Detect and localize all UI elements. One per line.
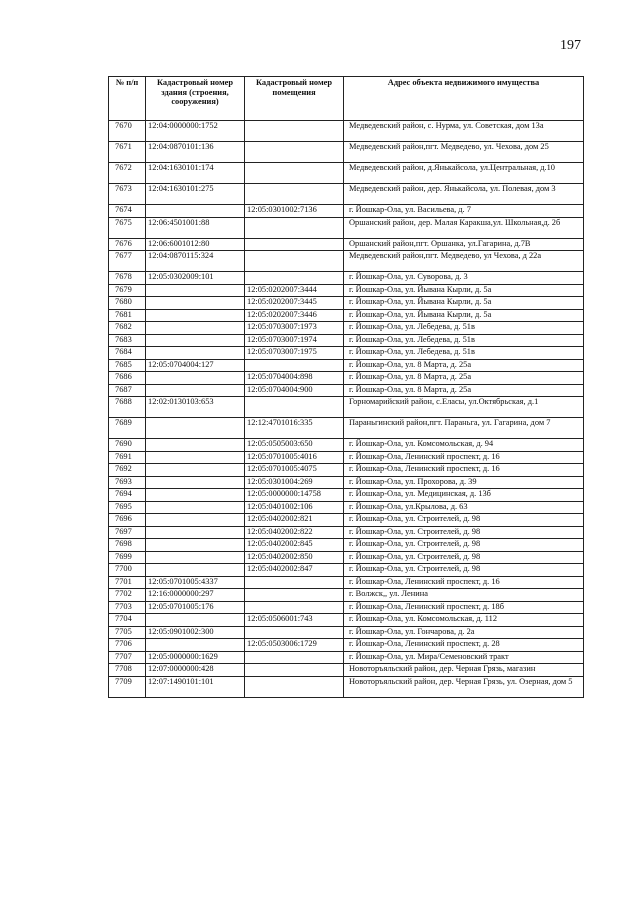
table-row	[109, 297, 584, 310]
address-cell: г. Йошкар-Ола, Ленинский проспект, д. 18б	[344, 601, 584, 614]
row-number-cell: 7677	[109, 251, 146, 272]
address-cell: г. Йошкар-Ола, ул. Йывана Кырли, д. 5а	[344, 297, 584, 310]
address-cell: г. Йошкар-Ола, ул. Прохорова, д. 39	[344, 476, 584, 489]
table-row	[109, 347, 584, 360]
table-row	[109, 639, 584, 652]
table-row	[109, 205, 584, 218]
row-number-cell: 7706	[109, 639, 146, 652]
table-row	[109, 322, 584, 335]
address-cell: Медведевский район, д.Янькайсола, ул.Центральная, д.10	[344, 163, 584, 184]
address-cell: г. Йошкар-Ола, Ленинский проспект, д. 16	[344, 576, 584, 589]
table-row	[109, 384, 584, 397]
table-row	[109, 163, 584, 184]
room-cadastral-cell	[245, 272, 344, 285]
table-row	[109, 142, 584, 163]
address-cell: г. Йошкар-Ола, ул. Медицинская, д. 13б	[344, 489, 584, 502]
room-cadastral-cell: 12:05:0704004:900	[245, 384, 344, 397]
table-row	[109, 334, 584, 347]
room-cadastral-cell: 12:05:0202007:3445	[245, 297, 344, 310]
building-cadastral-cell	[146, 464, 245, 477]
address-cell: г. Йошкар-Ола, ул. Лебедева, д. 51в	[344, 347, 584, 360]
table-row	[109, 526, 584, 539]
address-cell: г. Йошкар-Ола, Ленинский проспект, д. 28	[344, 639, 584, 652]
row-number-cell: 7675	[109, 217, 146, 238]
building-cadastral-cell: 12:02:0130103:653	[146, 397, 245, 418]
room-cadastral-cell	[245, 163, 344, 184]
room-cadastral-cell: 12:05:0202007:3444	[245, 284, 344, 297]
address-cell: Новоторъяльский район, дер. Черная Грязь, магазин	[344, 664, 584, 677]
building-cadastral-cell: 12:04:1630101:275	[146, 184, 245, 205]
address-cell: Параньгинский район,пгт. Параньга, ул. Гагарина, дом 7	[344, 418, 584, 439]
room-cadastral-cell	[245, 251, 344, 272]
address-cell: Оршанский район,пгт. Оршанка, ул.Гагарина, д.7В	[344, 238, 584, 251]
building-cadastral-cell	[146, 284, 245, 297]
building-cadastral-cell: 12:05:0302009:101	[146, 272, 245, 285]
row-number-cell: 7694	[109, 489, 146, 502]
row-number-cell: 7698	[109, 539, 146, 552]
room-cadastral-cell	[245, 651, 344, 664]
row-number-cell: 7697	[109, 526, 146, 539]
header-building-cadastral: Кадастровый номер здания (строения, сооружения)	[146, 77, 245, 121]
building-cadastral-cell	[146, 489, 245, 502]
building-cadastral-cell: 12:04:0870115:324	[146, 251, 245, 272]
property-table	[108, 76, 584, 698]
row-number-cell: 7679	[109, 284, 146, 297]
row-number-cell: 7709	[109, 676, 146, 697]
address-cell: г. Йошкар-Ола, ул. Строителей, д. 98	[344, 514, 584, 527]
room-cadastral-cell: 12:05:0402002:845	[245, 539, 344, 552]
room-cadastral-cell: 12:05:0703007:1974	[245, 334, 344, 347]
building-cadastral-cell: 12:04:1630101:174	[146, 163, 245, 184]
room-cadastral-cell	[245, 601, 344, 614]
building-cadastral-cell	[146, 205, 245, 218]
building-cadastral-cell	[146, 418, 245, 439]
address-cell: г. Йошкар-Ола, ул. Строителей, д. 98	[344, 564, 584, 577]
table-row	[109, 626, 584, 639]
row-number-cell: 7685	[109, 359, 146, 372]
building-cadastral-cell	[146, 309, 245, 322]
building-cadastral-cell: 12:06:4501001:88	[146, 217, 245, 238]
table-row	[109, 418, 584, 439]
building-cadastral-cell	[146, 476, 245, 489]
row-number-cell: 7684	[109, 347, 146, 360]
row-number-cell: 7703	[109, 601, 146, 614]
room-cadastral-cell: 12:05:0505003:650	[245, 439, 344, 452]
address-cell: Медведевский район, дер. Янькайсола, ул. Полевая, дом 3	[344, 184, 584, 205]
room-cadastral-cell	[245, 664, 344, 677]
row-number-cell: 7674	[109, 205, 146, 218]
row-number-cell: 7672	[109, 163, 146, 184]
address-cell: г. Йошкар-Ола, ул. Лебедева, д. 51в	[344, 322, 584, 335]
property-table-container	[108, 76, 583, 698]
row-number-cell: 7708	[109, 664, 146, 677]
row-number-cell: 7683	[109, 334, 146, 347]
table-row	[109, 464, 584, 477]
row-number-cell: 7687	[109, 384, 146, 397]
building-cadastral-cell: 12:05:0701005:4337	[146, 576, 245, 589]
building-cadastral-cell	[146, 639, 245, 652]
row-number-cell: 7673	[109, 184, 146, 205]
header-num: № п/п	[109, 77, 146, 121]
building-cadastral-cell: 12:05:0000000:1629	[146, 651, 245, 664]
room-cadastral-cell	[245, 142, 344, 163]
table-row	[109, 238, 584, 251]
address-cell: г. Йошкар-Ола, ул. Йывана Кырли, д. 5а	[344, 284, 584, 297]
address-cell: г. Йошкар-Ола, ул. Йывана Кырли, д. 5а	[344, 309, 584, 322]
building-cadastral-cell: 12:16:0000000:297	[146, 589, 245, 602]
table-row	[109, 272, 584, 285]
table-row	[109, 359, 584, 372]
row-number-cell: 7670	[109, 121, 146, 142]
address-cell: г. Йошкар-Ола, ул.Крылова, д. 63	[344, 501, 584, 514]
building-cadastral-cell	[146, 614, 245, 627]
room-cadastral-cell: 12:05:0503006:1729	[245, 639, 344, 652]
address-cell: Медведевский район, с. Нурма, ул. Советская, дом 13а	[344, 121, 584, 142]
address-cell: г. Йошкар-Ола, ул. Мира/Семеновский тракт	[344, 651, 584, 664]
table-row	[109, 539, 584, 552]
row-number-cell: 7688	[109, 397, 146, 418]
building-cadastral-cell	[146, 501, 245, 514]
room-cadastral-cell	[245, 184, 344, 205]
building-cadastral-cell	[146, 439, 245, 452]
address-cell: г. Йошкар-Ола, ул. Гончарова, д. 2а	[344, 626, 584, 639]
table-row	[109, 651, 584, 664]
address-cell: г. Йошкар-Ола, ул. Строителей, д. 98	[344, 526, 584, 539]
room-cadastral-cell: 12:12:4701016:335	[245, 418, 344, 439]
room-cadastral-cell: 12:05:0402002:821	[245, 514, 344, 527]
table-row	[109, 309, 584, 322]
page-number: 197	[560, 38, 581, 53]
table-row	[109, 614, 584, 627]
room-cadastral-cell	[245, 589, 344, 602]
room-cadastral-cell: 12:05:0701005:4016	[245, 451, 344, 464]
building-cadastral-cell: 12:05:0701005:176	[146, 601, 245, 614]
building-cadastral-cell	[146, 564, 245, 577]
table-row	[109, 501, 584, 514]
room-cadastral-cell: 12:05:0402002:847	[245, 564, 344, 577]
address-cell: г. Йошкар-Ола, ул. Строителей, д. 98	[344, 539, 584, 552]
room-cadastral-cell: 12:05:0703007:1973	[245, 322, 344, 335]
room-cadastral-cell	[245, 576, 344, 589]
address-cell: Новоторъяльский район, дер. Черная Грязь, ул. Озерная, дом 5	[344, 676, 584, 697]
building-cadastral-cell	[146, 539, 245, 552]
table-row	[109, 439, 584, 452]
address-cell: г. Йошкар-Ола, ул. Строителей, д. 98	[344, 551, 584, 564]
room-cadastral-cell	[245, 359, 344, 372]
table-row	[109, 589, 584, 602]
building-cadastral-cell: 12:07:0000000:428	[146, 664, 245, 677]
building-cadastral-cell	[146, 334, 245, 347]
address-cell: г. Йошкар-Ола, Ленинский проспект, д. 16	[344, 451, 584, 464]
header-room-cadastral: Кадастровый номер помещения	[245, 77, 344, 121]
building-cadastral-cell	[146, 384, 245, 397]
building-cadastral-cell	[146, 322, 245, 335]
table-row	[109, 284, 584, 297]
building-cadastral-cell	[146, 514, 245, 527]
address-cell: Медведевский район,пгт. Медведево, ул Чехова, д 22а	[344, 251, 584, 272]
room-cadastral-cell: 12:05:0202007:3446	[245, 309, 344, 322]
table-row	[109, 664, 584, 677]
row-number-cell: 7676	[109, 238, 146, 251]
row-number-cell: 7705	[109, 626, 146, 639]
table-row	[109, 372, 584, 385]
address-cell: г. Йошкар-Ола, ул. Комсомольская, д. 94	[344, 439, 584, 452]
row-number-cell: 7695	[109, 501, 146, 514]
row-number-cell: 7692	[109, 464, 146, 477]
address-cell: г. Йошкар-Ола, ул. 8 Марта, д. 25а	[344, 372, 584, 385]
address-cell: г. Йошкар-Ола, ул. Комсомольская, д. 112	[344, 614, 584, 627]
address-cell: г. Йошкар-Ола, Ленинский проспект, д. 16	[344, 464, 584, 477]
table-row	[109, 564, 584, 577]
building-cadastral-cell: 12:04:0870101:136	[146, 142, 245, 163]
room-cadastral-cell: 12:05:0704004:898	[245, 372, 344, 385]
address-cell: г. Волжск,, ул. Ленина	[344, 589, 584, 602]
row-number-cell: 7691	[109, 451, 146, 464]
room-cadastral-cell: 12:05:0701005:4075	[245, 464, 344, 477]
building-cadastral-cell: 12:04:0000000:1752	[146, 121, 245, 142]
address-cell: г. Йошкар-Ола, ул. 8 Марта, д. 25а	[344, 359, 584, 372]
address-cell: Оршанский район, дер. Малая Каракша,ул. Школьная,д. 2б	[344, 217, 584, 238]
row-number-cell: 7696	[109, 514, 146, 527]
address-cell: г. Йошкар-Ола, ул. Лебедева, д. 51в	[344, 334, 584, 347]
table-row	[109, 217, 584, 238]
table-row	[109, 251, 584, 272]
row-number-cell: 7693	[109, 476, 146, 489]
address-cell: г. Йошкар-Ола, ул. 8 Марта, д. 25а	[344, 384, 584, 397]
row-number-cell: 7681	[109, 309, 146, 322]
building-cadastral-cell	[146, 526, 245, 539]
row-number-cell: 7700	[109, 564, 146, 577]
table-row	[109, 676, 584, 697]
room-cadastral-cell: 12:05:0703007:1975	[245, 347, 344, 360]
room-cadastral-cell: 12:05:0000000:14758	[245, 489, 344, 502]
row-number-cell: 7689	[109, 418, 146, 439]
room-cadastral-cell	[245, 676, 344, 697]
room-cadastral-cell	[245, 238, 344, 251]
address-cell: г. Йошкар-Ола, ул. Суворова, д. 3	[344, 272, 584, 285]
building-cadastral-cell	[146, 372, 245, 385]
row-number-cell: 7702	[109, 589, 146, 602]
table-row	[109, 489, 584, 502]
room-cadastral-cell: 12:05:0402002:822	[245, 526, 344, 539]
address-cell: г. Йошкар-Ола, ул. Васильева, д. 7	[344, 205, 584, 218]
row-number-cell: 7671	[109, 142, 146, 163]
room-cadastral-cell: 12:05:0301002:7136	[245, 205, 344, 218]
building-cadastral-cell	[146, 297, 245, 310]
table-row	[109, 601, 584, 614]
building-cadastral-cell: 12:06:6001012:80	[146, 238, 245, 251]
address-cell: Медведевский район,пгт. Медведево, ул. Чехова, дом 25	[344, 142, 584, 163]
table-row	[109, 514, 584, 527]
row-number-cell: 7690	[109, 439, 146, 452]
row-number-cell: 7680	[109, 297, 146, 310]
table-row	[109, 451, 584, 464]
row-number-cell: 7682	[109, 322, 146, 335]
room-cadastral-cell: 12:05:0301004:269	[245, 476, 344, 489]
table-row	[109, 184, 584, 205]
building-cadastral-cell	[146, 551, 245, 564]
room-cadastral-cell	[245, 626, 344, 639]
room-cadastral-cell: 12:05:0402002:850	[245, 551, 344, 564]
room-cadastral-cell: 12:05:0401002:106	[245, 501, 344, 514]
row-number-cell: 7707	[109, 651, 146, 664]
table-row	[109, 121, 584, 142]
header-address: Адрес объекта недвижимого имущества	[344, 77, 584, 121]
room-cadastral-cell	[245, 217, 344, 238]
building-cadastral-cell	[146, 451, 245, 464]
room-cadastral-cell	[245, 121, 344, 142]
building-cadastral-cell: 12:05:0901002:300	[146, 626, 245, 639]
table-row	[109, 397, 584, 418]
building-cadastral-cell: 12:05:0704004:127	[146, 359, 245, 372]
row-number-cell: 7704	[109, 614, 146, 627]
table-row	[109, 576, 584, 589]
table-header-row	[109, 77, 584, 121]
building-cadastral-cell	[146, 347, 245, 360]
table-row	[109, 551, 584, 564]
row-number-cell: 7701	[109, 576, 146, 589]
address-cell: Горномарийский район, с.Еласы, ул.Октябрьская, д.1	[344, 397, 584, 418]
table-body	[109, 121, 584, 698]
row-number-cell: 7678	[109, 272, 146, 285]
row-number-cell: 7699	[109, 551, 146, 564]
room-cadastral-cell	[245, 397, 344, 418]
room-cadastral-cell: 12:05:0506001:743	[245, 614, 344, 627]
row-number-cell: 7686	[109, 372, 146, 385]
building-cadastral-cell: 12:07:1490101:101	[146, 676, 245, 697]
table-row	[109, 476, 584, 489]
